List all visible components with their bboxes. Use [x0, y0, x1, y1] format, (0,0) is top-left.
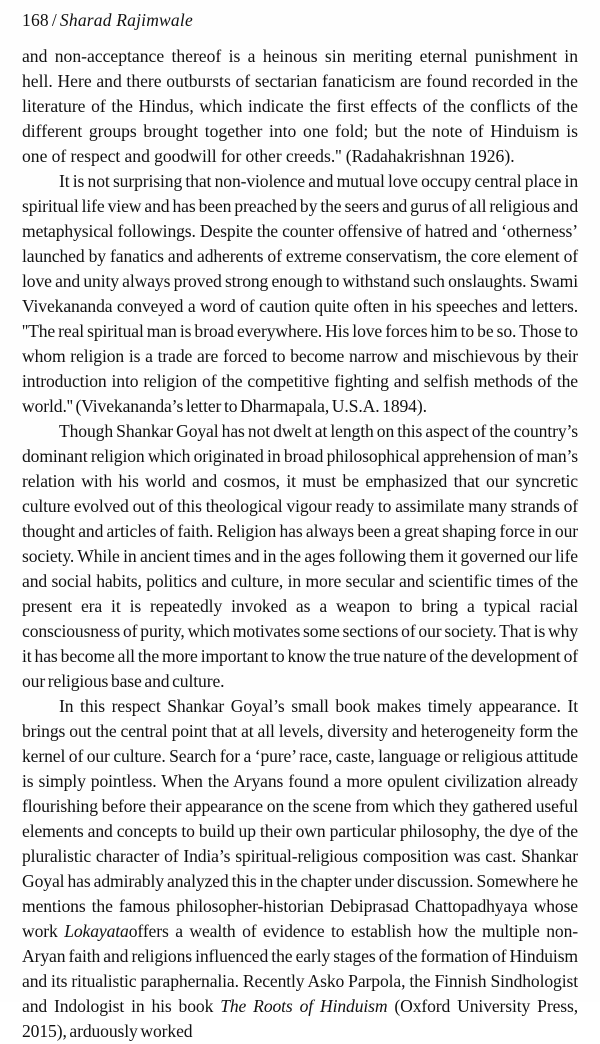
paragraph-3: Though Shankar Goyal has not dwelt at length on this aspect of the country’s dominant religion which originated in broad philosophical apprehension of man’s relation with his world and cosmos, it must be emphasized that our syncretic culture evolved out of this theological vigour ready to assimilate many strands of thought and articles of faith. Religion has always been a great shaping force in our society. While in ancient times and in the ages following them it governed our life and social habits, politics and culture, in more secular and scientific times of the present era it is repeatedly invoked as a weapon to bring a typical racial consciousness of purity, which motivates some sections of our society. That is why it has become all the more important to know the true nature of the development of our religious base and culture. [22, 421, 578, 691]
running-head-separator: / [51, 10, 57, 30]
italic-title: The Roots of Hinduism [220, 996, 388, 1016]
body-text-block [22, 44, 578, 1044]
running-head [22, 8, 578, 32]
running-head-author: Sharad Rajimwale [59, 10, 193, 30]
paragraph-text-run: In this respect Shankar Goyal’s small book makes timely appearance. It brings out the central point that at all levels, diversity and heterogeneity form the kernel of our culture. Search for a ‘pure’ race, caste, language or religious attitude is simply pointless. When the Aryans found a more opulent civilization already flourishing before their appearance on the scene from which they gathered useful elements and concepts to build up their own particular philosophy, the dye of the pluralistic character of India’s spiritual-religious composition was cast. Shankar Goyal has admirably analyzed this in the chapter under discussion. Somewhere he mentions the famous philosopher-historian Debiprasad Chattopadhyaya whose work [22, 696, 578, 941]
paragraph-text-run: offers a wealth of evidence to establish how the multiple non-Aryan faith and religions influenced the early stages of the formation of Hinduism and its ritualistic paraphernalia. Recently Asko Parpola, the Finnish Sindhologist and Indologist in his book [22, 921, 578, 1016]
paragraph-1: and non-acceptance thereof is a heinous sin meriting eternal punishment in hell. Here and there outbursts of sectarian fanaticism are found recorded in the literature of the Hindus, which indicate the first effects of the conflicts of the different groups brought together into one fold; but the note of Hinduism is one of respect and goodwill for other creeds.'' (Radahakrishnan 1926). [22, 46, 578, 166]
page-folio-number: 168 [22, 10, 49, 30]
paragraph-4 [22, 694, 578, 1044]
italic-title: Lokayata [64, 921, 129, 941]
paragraph-2: It is not surprising that non-violence and mutual love occupy central place in spiritual life view and has been preached by the seers and gurus of all religious and metaphysical followings. Despite the counter offensive of hatred and ‘otherness’ launched by fanatics and adherents of extreme conservatism, the core element of love and unity always proved strong enough to withstand such onslaughts. Swami Vivekananda conveyed a word of caution quite often in his speeches and letters. ''The real spiritual man is broad everywhere. His love forces him to be so. Those to whom religion is a trade are forced to become narrow and mischievous by their introduction into religion of the competitive fighting and selfish methods of the world.'' (Vivekananda’s letter to Dharmapala, U.S.A. 1894). [22, 171, 578, 416]
paragraph-text-run: (Oxford University Press, 2015), arduously worked [22, 996, 578, 1041]
